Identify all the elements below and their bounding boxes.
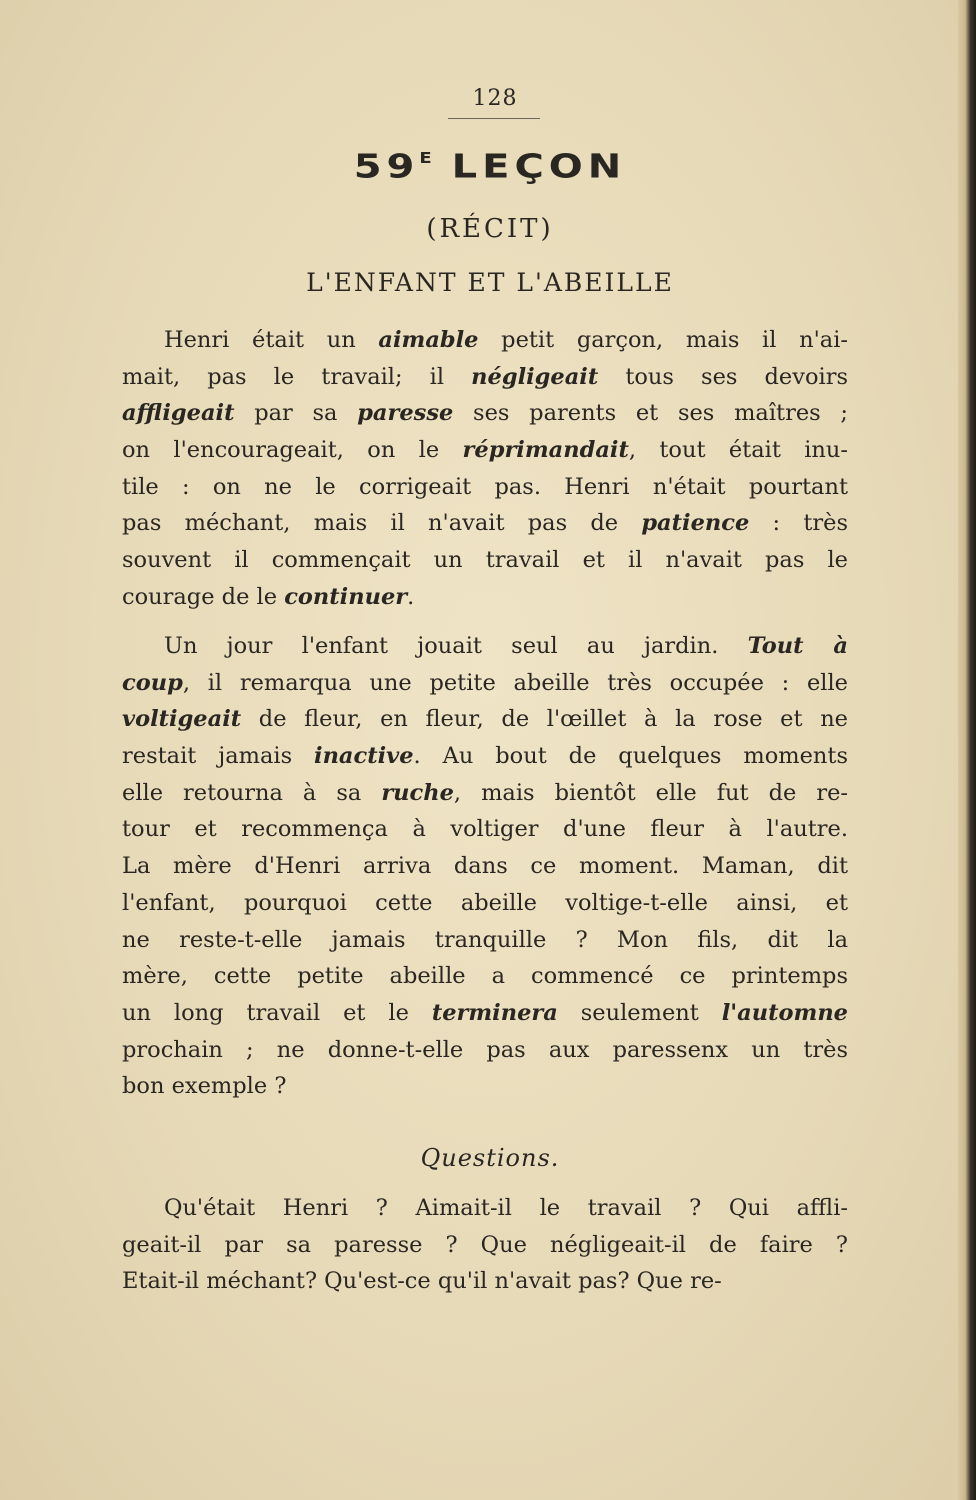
text-line: l'enfant, pourquoi cette abeille voltige-t-elle ainsi, et	[122, 889, 848, 916]
text-line: elle retourna à sa ruche, mais bientôt elle fut de re-	[122, 779, 848, 806]
emphasized-word: terminera	[431, 999, 558, 1026]
emphasized-word: continuer	[284, 583, 408, 610]
text-line: ne reste-t-elle jamais tranquille ? Mon fils, dit la	[122, 926, 848, 953]
lesson-word: LEÇON	[451, 148, 627, 186]
page-number: 128	[472, 86, 518, 111]
text-line: Henri était un aimable petit garçon, mais il n'ai-	[164, 327, 848, 353]
text-line: voltigeait de fleur, en fleur, de l'œillet à la rose et ne	[122, 706, 848, 733]
text-line: geait-il par sa paresse ? Que négligeait-il de faire ?	[122, 1231, 848, 1258]
emphasized-word: affligeait	[122, 400, 235, 427]
text-line: pas méchant, mais il n'avait pas de patience : très	[122, 510, 848, 537]
text-line: prochain ; ne donne-t-elle pas aux paressenx un très	[122, 1036, 848, 1063]
text-line: mait, pas le travail; il négligeait tous ses devoirs	[122, 363, 848, 390]
text-line: affligeait par sa paresse ses parents et ses maîtres ;	[122, 400, 848, 427]
text-line: souvent il commençait un travail et il n'avait pas le	[122, 547, 848, 574]
page-number-rule	[448, 118, 540, 119]
text-line: mère, cette petite abeille a commencé ce printemps	[122, 963, 848, 990]
text-line: Etait-il méchant? Qu'est-ce qu'il n'avait pas? Que re-	[122, 1268, 722, 1295]
text-line: un long travail et le terminera seulement l'automne	[122, 999, 848, 1026]
questions-text	[122, 1190, 848, 1300]
text-line: Un jour l'enfant jouait seul au jardin. Tout à	[164, 633, 848, 659]
paragraph-2	[122, 628, 848, 1105]
text-line: tour et recommença à voltiger d'une fleur à l'autre.	[122, 816, 848, 843]
paragraph-1	[122, 322, 848, 616]
emphasized-word: voltigeait	[122, 706, 242, 733]
emphasized-word: paresse	[357, 400, 454, 427]
emphasized-word: l'automne	[721, 999, 848, 1026]
text-line: courage de le continuer.	[122, 583, 415, 610]
text-line: restait jamais inactive. Au bout de quelques moments	[122, 743, 848, 770]
emphasized-word: réprimandait	[462, 437, 629, 464]
lesson-number: 59	[353, 148, 420, 186]
story-title: L'ENFANT ET L'ABEILLE	[306, 268, 674, 297]
lesson-title	[280, 148, 700, 186]
page-edge	[958, 0, 976, 1500]
emphasized-word: patience	[641, 510, 750, 537]
emphasized-word: Tout à	[747, 633, 848, 659]
lesson-ordinal: E	[419, 149, 433, 167]
text-line: on l'encourageait, on le réprimandait, tout était inu-	[122, 437, 848, 464]
emphasized-word: coup	[122, 669, 183, 696]
lesson-type: (RÉCIT)	[426, 214, 554, 244]
emphasized-word: négligeait	[471, 363, 599, 390]
text-line: coup, il remarqua une petite abeille très occupée : elle	[122, 669, 848, 696]
emphasized-word: aimable	[378, 327, 479, 353]
text-line: La mère d'Henri arriva dans ce moment. Maman, dit	[122, 853, 848, 880]
text-line: Qu'était Henri ? Aimait-il le travail ? Qui affli-	[164, 1195, 848, 1221]
emphasized-word: ruche	[381, 779, 454, 806]
questions-heading: Questions.	[420, 1144, 560, 1172]
text-line: tile : on ne le corrigeait pas. Henri n'était pourtant	[122, 473, 848, 500]
emphasized-word: inactive	[314, 743, 414, 770]
text-line: bon exemple ?	[122, 1073, 287, 1100]
